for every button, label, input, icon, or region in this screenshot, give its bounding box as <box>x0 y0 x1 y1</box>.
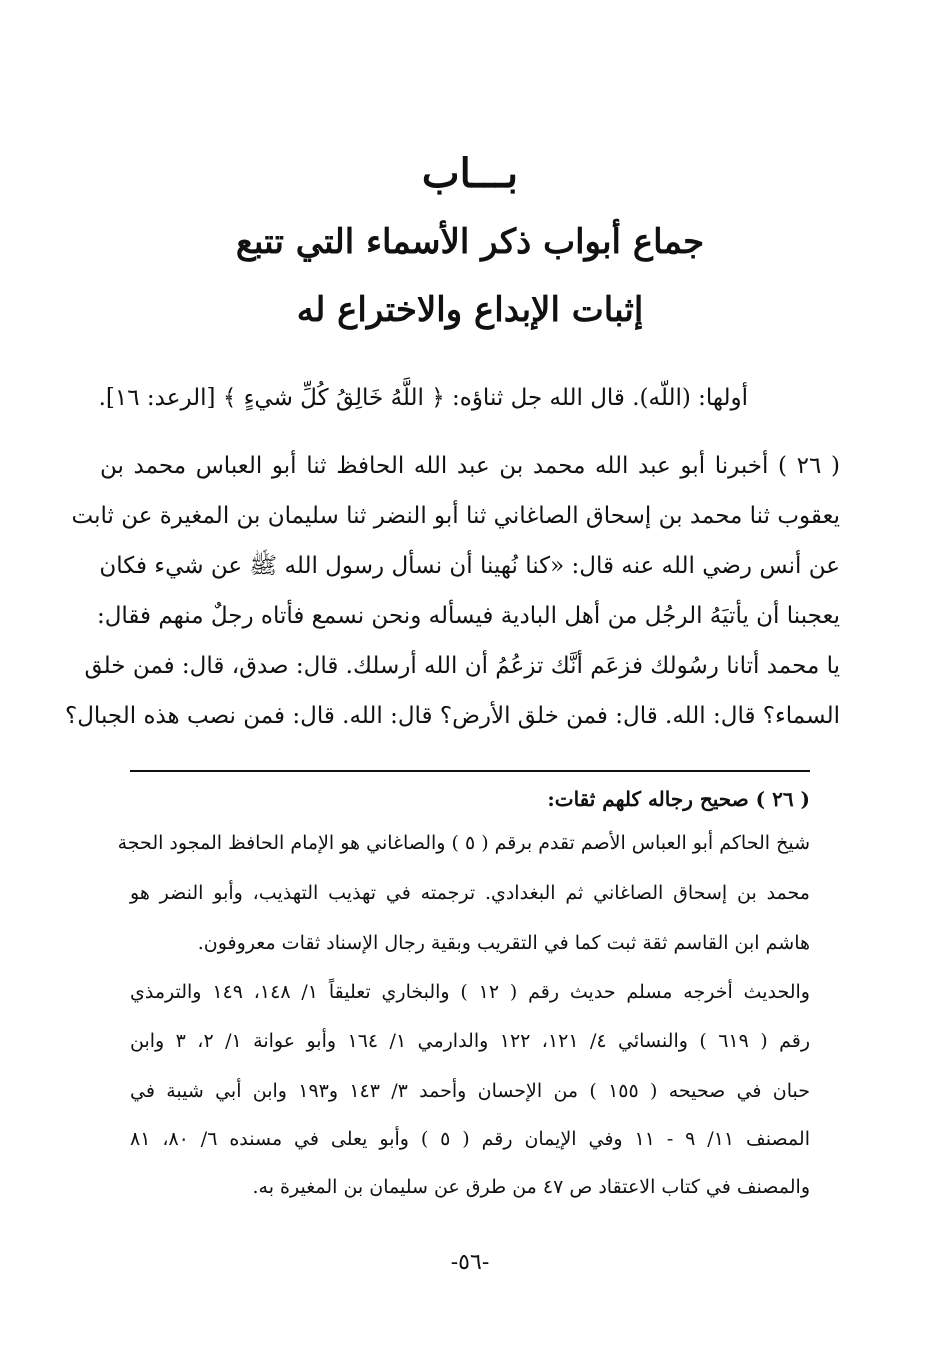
footnote-heading: ( ٢٦ ) صحيح رجاله كلهم ثقات: <box>547 787 810 811</box>
footnote-line: حبان في صحيحه ( ١٥٥ ) من الإحسان وأحمد ٣/ ١٤٣ و١٩٣ وابن أبي شيبة في <box>130 1080 810 1102</box>
footnote-line: والحديث أخرجه مسلم حديث رقم ( ١٢ ) والبخاري تعليقاً ١/ ١٤٨، ١٤٩ والترمذي <box>130 981 810 1003</box>
chapter-title-line-2: إثبات الإبداع والاختراع له <box>296 290 644 330</box>
page-number: -٥٦- <box>450 1250 490 1275</box>
hadith-line: ( ٢٦ ) أخبرنا أبو عبد الله محمد بن عبد الله الحافظ ثنا أبو العباس محمد بن <box>100 453 840 479</box>
chapter-label: بـــاب <box>421 150 519 197</box>
footnote-line: والمصنف في كتاب الاعتقاد ص ٤٧ من طرق عن سليمان بن المغيرة به. <box>252 1176 810 1198</box>
hadith-line: يعقوب ثنا محمد بن إسحاق الصاغاني ثنا أبو النضر ثنا سليمان بن المغيرة عن ثابت <box>71 503 840 529</box>
hadith-line: يعجبنا أن يأتيَهُ الرجُل من أهل البادية فيسأله ونحن نسمع فأتاه رجلٌ منهم فقال: <box>96 603 840 629</box>
footnote-divider <box>130 770 810 772</box>
hadith-line: يا محمد أتانا رسُولك فزعَم أنَّك تزعُمُ أن الله أرسلك. قال: صدق، قال: فمن خلق <box>84 653 840 679</box>
footnote-line: هاشم ابن القاسم ثقة ثبت كما في التقريب وبقية رجال الإسناد ثقات معروفون. <box>197 932 810 954</box>
footnote-line: رقم ( ٦١٩ ) والنسائي ٤/ ١٢١، ١٢٢ والدارمي ١/ ١٦٤ وأبو عوانة ١/ ٢، ٣ وابن <box>130 1030 810 1052</box>
footnote-line: محمد بن إسحاق الصاغاني ثم البغدادي. ترجمته في تهذيب التهذيب، وأبو النضر هو <box>130 882 810 904</box>
intro-verse: أولها: (اللّه). قال الله جل ثناؤه: ﴿ اللَّهُ خَالِقُ كُلِّ شيءٍ ﴾ [الرعد: ١٦]. <box>98 385 748 411</box>
hadith-line: السماء؟ قال: الله. قال: فمن خلق الأرض؟ قال: الله. قال: فمن نصب هذه الجبال؟ <box>65 703 840 729</box>
chapter-title-line-1: جماع أبواب ذكر الأسماء التي تتبع <box>235 222 705 262</box>
footnote-line: المصنف ١١/ ٩ - ١١ وفي الإيمان رقم ( ٥ ) وأبو يعلى في مسنده ٦/ ٨٠، ٨١ <box>130 1128 810 1150</box>
footnote-line: شيخ الحاكم أبو العباس الأصم تقدم برقم ( ٥ ) والصاغاني هو الإمام الحافظ المجود الحجة <box>117 832 810 854</box>
hadith-line: عن أنس رضي الله عنه قال: «كنا نُهينا أن نسأل رسول الله ﷺ عن شيء فكان <box>99 553 840 579</box>
